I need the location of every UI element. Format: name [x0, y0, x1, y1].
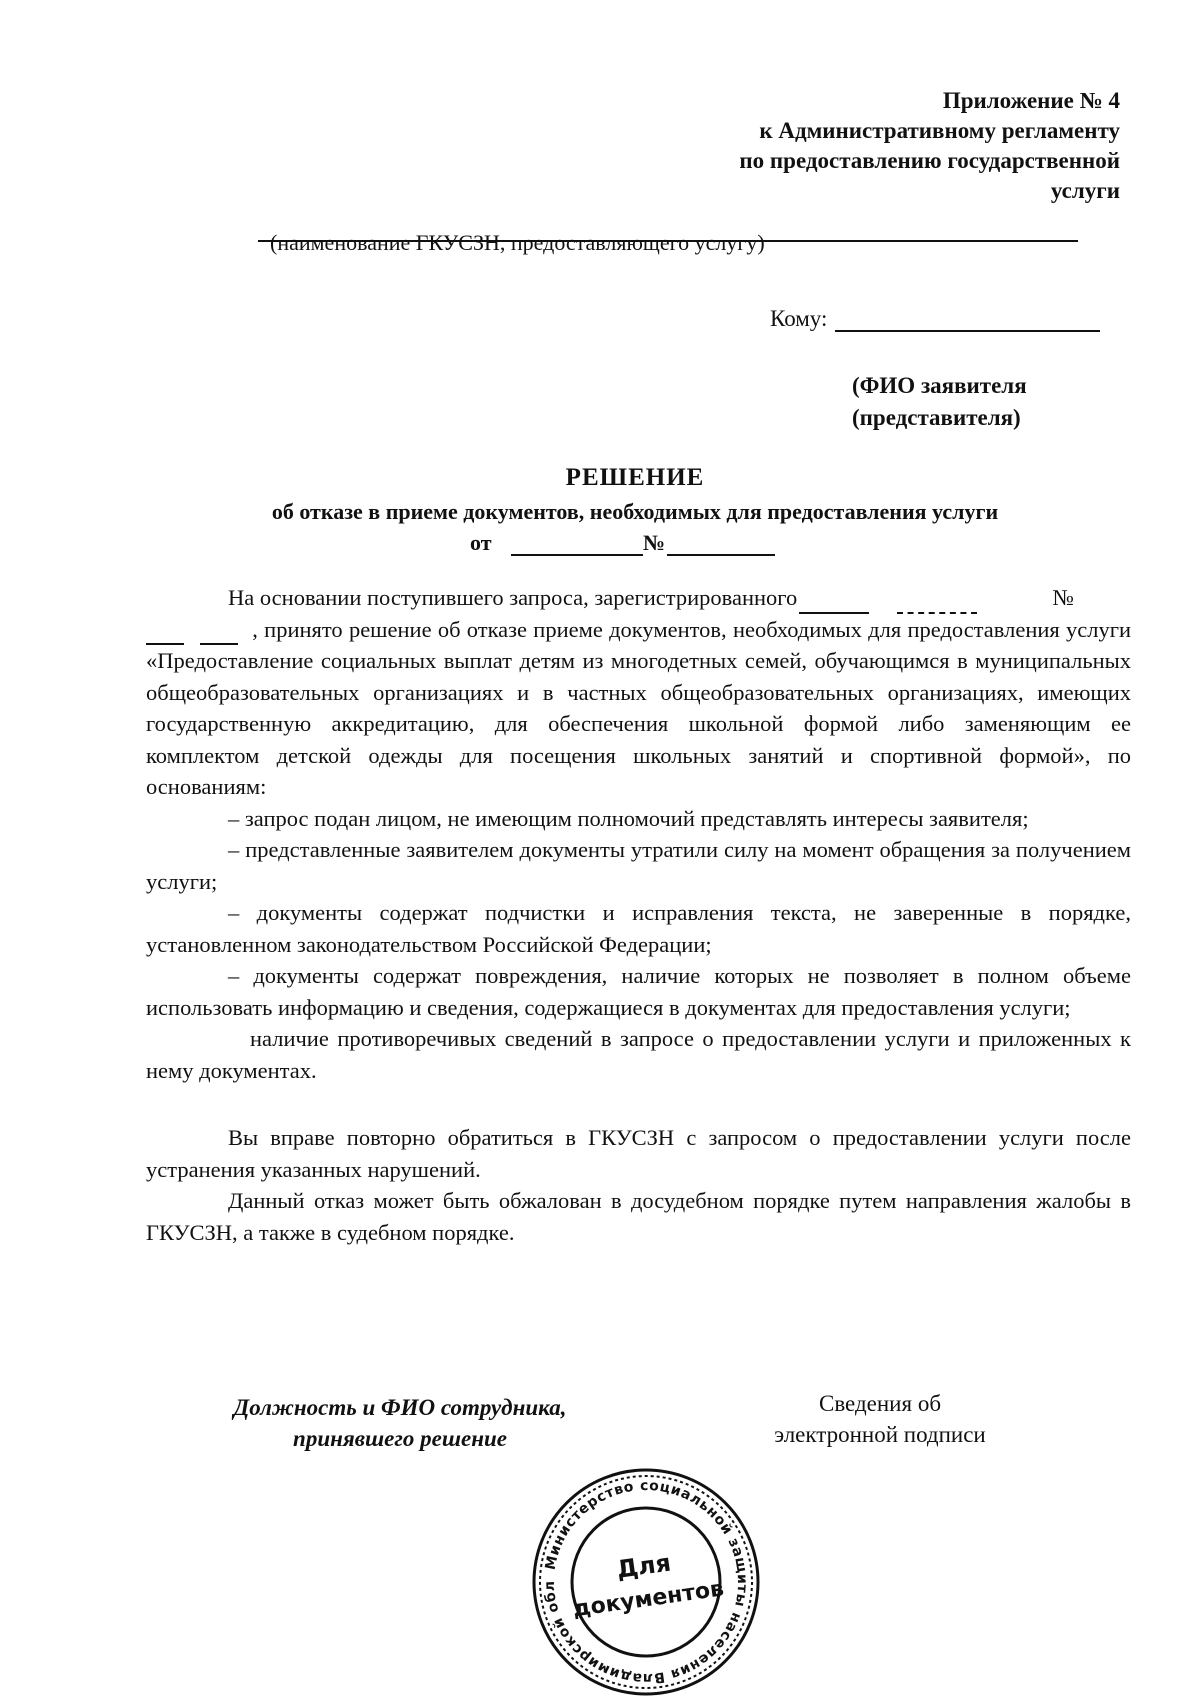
- paragraph-gap: [146, 1086, 1131, 1122]
- stamp-seal-icon: [528, 1464, 764, 1700]
- applicant-fio-caption: [852, 370, 1027, 434]
- date-number-row: [470, 530, 775, 556]
- appendix-line-3: по предоставлению государственной: [739, 148, 1120, 173]
- reason-2: – представленные заявителем документы утратили силу на момент обращения за получением услуги;: [146, 837, 1131, 894]
- agency-caption: (наименование ГКУСЗН, предоставляющего услугу): [270, 230, 765, 255]
- reason-1: – запрос подан лицом, не имеющим полномочий представлять интересы заявителя;: [228, 805, 1029, 831]
- decision-text: , принято решение об отказе приеме документов, необходимых для предоставления услуги «Предоставление социальных выплат детям из многодетных семей, обучающимся в муниципальных общеобразовательных организациях и в частных общеобразовательных организациях, имеющих государственную аккредитацию, для обеспечения школьной формой либо заменяющим ее комплектом детской одежды для посещения школьных занятий и спортивной формой», по основаниям:: [146, 616, 1132, 799]
- number-label: №: [643, 530, 666, 555]
- reason-5: наличие противоречивых сведений в запросе о предоставлении услуги и приложенных к нему документах.: [146, 1026, 1131, 1083]
- registration-date-blank[interactable]: [799, 592, 869, 614]
- stamp-ring-text: Министерство социальной защиты населения Владимирской обл: [541, 1477, 751, 1687]
- recipient-row: [770, 306, 1100, 332]
- employee-signature-caption: [200, 1392, 600, 1454]
- employee-caption-line-2: принявшего решение: [293, 1426, 507, 1451]
- appendix-line-1: Приложение № 4: [942, 88, 1120, 113]
- reason-4: – документы содержат повреждения, наличие которых не позволяет в полном объеме использовать информацию и сведения, содержащиеся в документах для предоставления услуги;: [146, 963, 1131, 1020]
- fio-line-2: (представителя): [852, 405, 1021, 430]
- appendix-header: [600, 86, 1120, 206]
- date-label: от: [470, 530, 492, 555]
- esign-caption-line-2: электронной подписи: [774, 1422, 986, 1447]
- employee-caption-line-1: Должность и ФИО сотрудника,: [233, 1395, 567, 1420]
- document-subtitle: об отказе в приеме документов, необходимых для предоставления услуги: [271, 499, 999, 524]
- date-blank-field[interactable]: [511, 534, 643, 556]
- intro-text: На основании поступившего запроса, зарегистрированного: [228, 585, 798, 610]
- recipient-label: Кому:: [770, 306, 828, 331]
- document-title: РЕШЕНИЕ: [565, 464, 705, 491]
- stamp-center-line-2: документов: [571, 1576, 726, 1623]
- decision-body: [146, 582, 1131, 1248]
- repeat-request-paragraph: Вы вправе повторно обратиться в ГКУСЗН с запросом о предоставлении услуги после устранения указанных нарушений.: [146, 1125, 1131, 1182]
- intro-paragraph: [146, 582, 1131, 614]
- appeal-paragraph: Данный отказ может быть обжалован в досудебном порядке путем направления жалобы в ГКУСЗН, а также в судебном порядке.: [146, 1188, 1131, 1245]
- registration-number-blank[interactable]: [146, 623, 184, 645]
- esign-caption-line-1: Сведения об: [818, 1391, 942, 1416]
- appendix-line-4: услуги: [1050, 178, 1120, 203]
- decision-paragraph: [146, 614, 1131, 803]
- electronic-signature-caption: [740, 1388, 1020, 1450]
- registration-date-blank-2[interactable]: [897, 592, 977, 614]
- appendix-line-2: к Административному регламенту: [759, 118, 1120, 143]
- agency-name-line: [258, 230, 1078, 272]
- number-blank-field[interactable]: [667, 534, 775, 556]
- fio-line-1: (ФИО заявителя: [852, 373, 1027, 398]
- recipient-blank-field[interactable]: [835, 308, 1100, 332]
- registration-number-blank-2[interactable]: [200, 623, 238, 645]
- registration-number-label: №: [1052, 585, 1074, 610]
- official-stamp: [528, 1464, 764, 1700]
- reason-3: – документы содержат подчистки и исправления текста, не заверенные в порядке, установленном законодательством Российской Федерации;: [146, 900, 1131, 957]
- stamp-center-line-1: Для: [614, 1548, 673, 1584]
